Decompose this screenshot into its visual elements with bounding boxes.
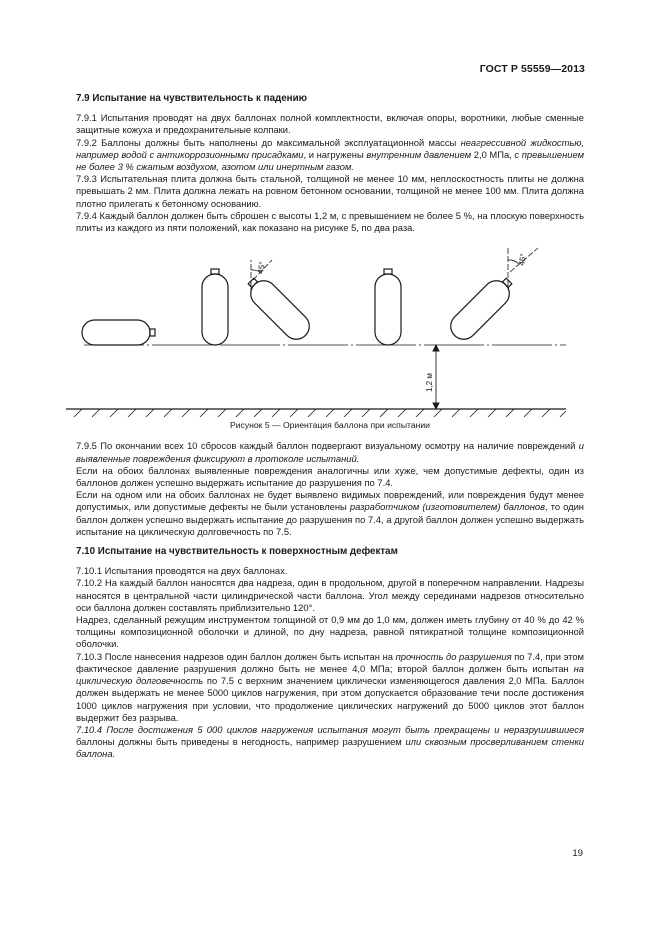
angle-label: 45° — [256, 261, 268, 275]
section-heading: 7.10 Испытание на чувствительность к поверхностным дефектам — [76, 546, 398, 558]
figure-5 — [76, 242, 584, 417]
paragraph: Если на одном или на обоих баллонах не будет выявлено видимых повреждений, или повреждения будут менее допустимых, или допустимые дефекты не были установлены разработчиком (изготовителем) баллонов, то один баллон должен успешно выдержать испытание до разрушения по 7.4, а другой баллон должен успешно выдержать испытание на циклическую долговечность по 7.5. — [76, 489, 584, 537]
section-heading: 7.9 Испытание на чувствительность к падению — [76, 93, 307, 104]
figure-caption: Рисунок 5 — Ориентация баллона при испытании — [230, 420, 430, 431]
balloon-horizontal — [82, 320, 155, 345]
paragraph: 7.10.3 После нанесения надрезов один баллон должен быть испытан на прочность до разрушения по 7.4, при этом фактическое давление разрушения должно быть не менее 4,0 МПа; второй баллон должен быть испытан на циклическую долговечность по 7.5 с верхним значением циклически изменяющегося давления 2,0 МПа. Баллон должен выдержать не менее 5000 циклов нагружения, при этом допускается образование течи после достижения 1000 циклов нагружения при условии, что продолжение циклических нагружений до 5000 циклов этот баллон выдержит без разрыва. — [76, 650, 585, 723]
paragraph: 7.9.4 Каждый баллон должен быть сброшен с высоты 1,2 м, с превышением не более 5 %, на плоскую поверхность плиты из каждого из пяти положений, как показано на рисунке 5, по два раза. — [76, 209, 584, 234]
paragraph: 7.9.3 Испытательная плита должна быть стальной, толщиной не менее 10 мм, неплоскостность плиты не должна превышать 2 мм. Плита должна лежать на ровном бетонном основании, толщиной не менее 100 мм. Плита должна плотно прилегать к бетонному основанию. — [76, 173, 584, 209]
balloon-drop-diagram — [66, 242, 586, 417]
paragraph: Если на обоих баллонах выявленные повреждения аналогичны или хуже, чем допустимые дефекты, один из баллонов должен успешно выдержать испытание до разрушения по 7.4. — [76, 464, 584, 489]
paragraph: 7.10.1 Испытания проводятся на двух баллонах. — [76, 565, 288, 577]
paragraph: 7.10.4 После достижения 5 000 циклов нагружения испытания могут быть прекращены и неразрушившиеся баллоны должны быть приведены в негодность, например разрушением или сквозным просверливанием стенки баллона. — [76, 723, 584, 760]
paragraph: Надрез, сделанный режущим инструментом толщиной от 0,9 мм до 1,0 мм, должен иметь глубину от 40 % до 42 % толщины композиционной оболочки и длиной, по дну надреза, равной пятикратной толщине композиционной оболочки. — [76, 614, 584, 650]
balloon-vertical — [202, 269, 228, 345]
paragraph: 7.10.2 На каждый баллон наносятся два надреза, один в продольном, другой в поперечном направлении. Надрезы наносятся в центральной части цилиндрической части баллона. Угол между серединами надрезов относительно оси баллона должен составлять приблизительно 120°. — [76, 577, 584, 613]
balloon-tilted-valve-down — [445, 272, 518, 345]
height-label: 1,2 м — [425, 373, 434, 393]
page-number: 19 — [572, 848, 583, 859]
paragraph: 7.9.5 По окончании всех 10 сбросов каждый баллон подвергают визуальному осмотру на наличие повреждений и выявленные повреждения фиксируют в протоколе испытаний. — [76, 440, 584, 464]
document-body — [76, 93, 584, 761]
document-header: ГОСТ Р 55559—2013 — [479, 63, 585, 75]
balloon-vertical — [375, 269, 401, 345]
paragraph: 7.9.2 Баллоны должны быть наполнены до максимальной эксплуатационной массы неагрессивной жидкостью, например водой с антикоррозионными присадками, и нагружены внутренним давлением 2,0 МПа, с превышением не более 3 % сжатым воздухом, азотом или инертным газом. — [76, 136, 585, 173]
paragraph: 7.9.1 Испытания проводят на двух баллонах полной комплектности, включая опоры, воротники, любые сменные защитные кожуха и предохранительные колпаки. — [76, 112, 584, 136]
angle-label: 45° — [517, 253, 529, 267]
balloon-tilted-valve-up — [242, 272, 315, 345]
